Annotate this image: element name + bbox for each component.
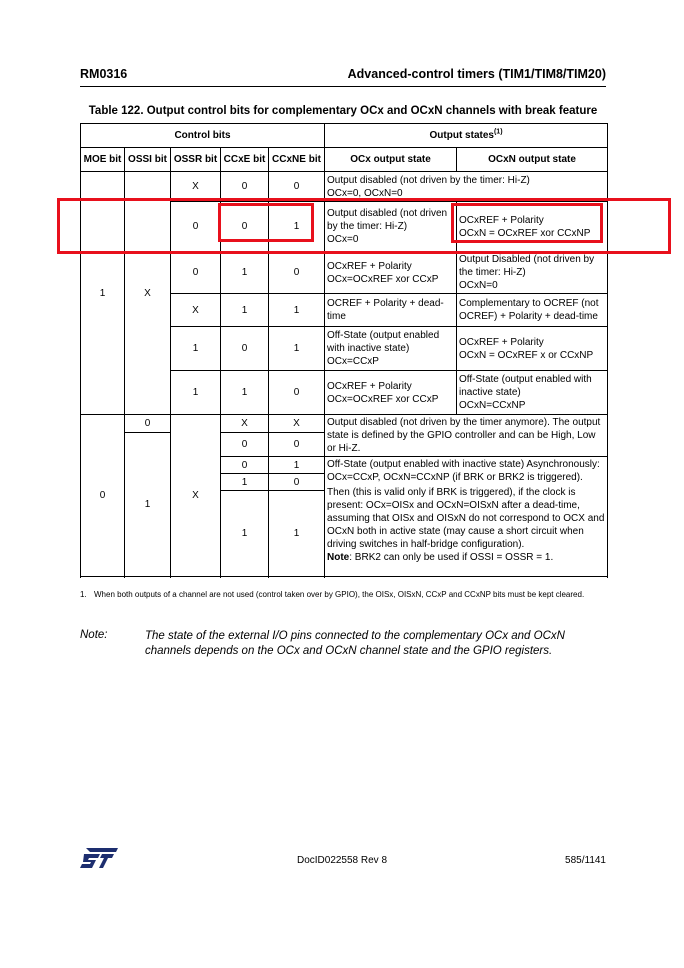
ocx-state-cell: Output disabled (not driven by the timer: Hi-Z) OCx=0: [325, 202, 457, 252]
ccxne-cell: 0: [269, 371, 325, 415]
output-control-table: [80, 123, 608, 577]
footnote-ref: (1): [493, 128, 503, 136]
ccxe-cell: 1: [221, 491, 269, 577]
col-ossi-bit: OSSI bit: [125, 148, 171, 172]
ccxe-cell: 1: [221, 294, 269, 327]
ocxn-state-cell: OCxREF + Polarity OCxN = OCxREF xor CCxNP: [457, 202, 608, 252]
ossi-cell: 0: [125, 415, 171, 433]
highlight-bits-box: [218, 203, 314, 242]
footer-doc-id: DocID022558 Rev 8: [296, 855, 388, 866]
output-state-merged: Output disabled (not driven by the timer: Hi-Z) OCx=0, OCxN=0: [325, 172, 608, 202]
ccxne-cell: X: [269, 415, 325, 433]
ocx-state-cell: OCxREF + Polarity OCx=OCxREF xor CCxP: [325, 252, 457, 294]
table-row: [81, 415, 608, 433]
ocx-state-cell: OCxREF + Polarity OCx=OCxREF xor CCxP: [325, 371, 457, 415]
ccxe-cell: 0: [221, 433, 269, 457]
ossr-cell: 0: [171, 202, 221, 252]
ccxne-cell: 1: [269, 202, 325, 252]
ccxne-cell: 0: [269, 252, 325, 294]
control-bits-header: Control bits: [81, 124, 325, 148]
ccxne-cell: 1: [269, 327, 325, 371]
ossr-cell: X: [171, 172, 221, 202]
moe-cell: 0: [81, 415, 125, 577]
ccxne-cell: 1: [269, 294, 325, 327]
ossi-cell: 1: [125, 433, 171, 577]
ccxe-cell: 0: [221, 202, 269, 252]
ccxne-cell: 1: [269, 491, 325, 577]
ossi-cell: X: [125, 172, 171, 415]
ccxe-cell: 1: [221, 474, 269, 491]
ccxne-cell: 1: [269, 457, 325, 474]
ocxn-state-cell: Complementary to OCREF (not OCREF) + Polarity + dead-time: [457, 294, 608, 327]
ocxn-state-cell: OCxREF + Polarity OCxN = OCxREF x or CCxNP: [457, 327, 608, 371]
col-ocx-output-state: OCx output state: [325, 148, 457, 172]
header-section-title: Advanced-control timers (TIM1/TIM8/TIM20): [347, 67, 606, 81]
table-row: [81, 172, 608, 202]
header-doc-id: RM0316: [80, 67, 128, 81]
ccxe-cell: 0: [221, 457, 269, 474]
ossr-cell: X: [171, 415, 221, 577]
ocxn-state-cell: Output Disabled (not driven by the timer: Hi-Z) OCxN=0: [457, 252, 608, 294]
ccxne-cell: 0: [269, 433, 325, 457]
ossr-cell: 1: [171, 327, 221, 371]
brk2-note: Note: BRK2 can only be used if OSSI = OSSR = 1.: [327, 552, 554, 563]
col-ocxn-output-state: OCxN output state: [457, 148, 608, 172]
col-ossr-bit: OSSR bit: [171, 148, 221, 172]
table-footnote: 1. When both outputs of a channel are not used (control taken over by GPIO), the OISx, OISxN, CCxP and CCxNP bits must be kept cleared.: [80, 590, 585, 599]
ccxne-cell: 0: [269, 172, 325, 202]
output-state-gpio: Output disabled (not driven by the timer anymore). The output state is defined by the GPIO controller and can be High, Low or Hi-Z.: [325, 415, 608, 457]
col-ccxe-bit: CCxE bit: [221, 148, 269, 172]
ccxne-cell: 0: [269, 474, 325, 491]
ossr-cell: X: [171, 294, 221, 327]
table-caption: Table 122. Output control bits for complementary OCx and OCxN channels with break feature: [88, 105, 598, 117]
ccxe-cell: 1: [221, 252, 269, 294]
header-rule: [80, 86, 606, 87]
output-state-off: [325, 457, 608, 577]
note-label: Note:: [80, 629, 108, 641]
ossr-cell: 1: [171, 371, 221, 415]
note-text: The state of the external I/O pins connected to the complementary OCx and OCxN channels depends on the OCx and OCxN channel state and the GPIO registers.: [145, 630, 565, 657]
ccxe-cell: 1: [221, 371, 269, 415]
col-ccxne-bit: CCxNE bit: [269, 148, 325, 172]
ccxe-cell: 0: [221, 327, 269, 371]
col-moe-bit: MOE bit: [81, 148, 125, 172]
ccxe-cell: X: [221, 415, 269, 433]
off-state-deadtime-text: Then (this is valid only if BRK is triggered), if the clock is present: OCx=OISx and OCxN=OISxN after a dead-time, assuming that OISx and OISxN do not correspond to OCX and OCxN both in active state (may cause a short circuit when driving switches in half-bridge configuration).: [327, 487, 605, 550]
off-state-async-text: Off-State (output enabled with inactive state) Asynchronously: OCx=CCxP, OCxN=CCxNP (if BRK or BRK2 is triggered).: [327, 459, 600, 483]
moe-cell: 1: [81, 172, 125, 415]
ocx-state-cell: Off-State (output enabled with inactive state) OCx=CCxP: [325, 327, 457, 371]
highlight-ocxn-box: [451, 203, 603, 243]
ccxe-cell: 0: [221, 172, 269, 202]
ossr-cell: 0: [171, 252, 221, 294]
footer-page-number: 585/1141: [565, 855, 606, 866]
output-states-header: Output states$^{(1)}$: [325, 124, 608, 148]
ocxn-state-cell: Off-State (output enabled with inactive state) OCxN=CCxNP: [457, 371, 608, 415]
ocx-state-cell: OCREF + Polarity + dead-time: [325, 294, 457, 327]
